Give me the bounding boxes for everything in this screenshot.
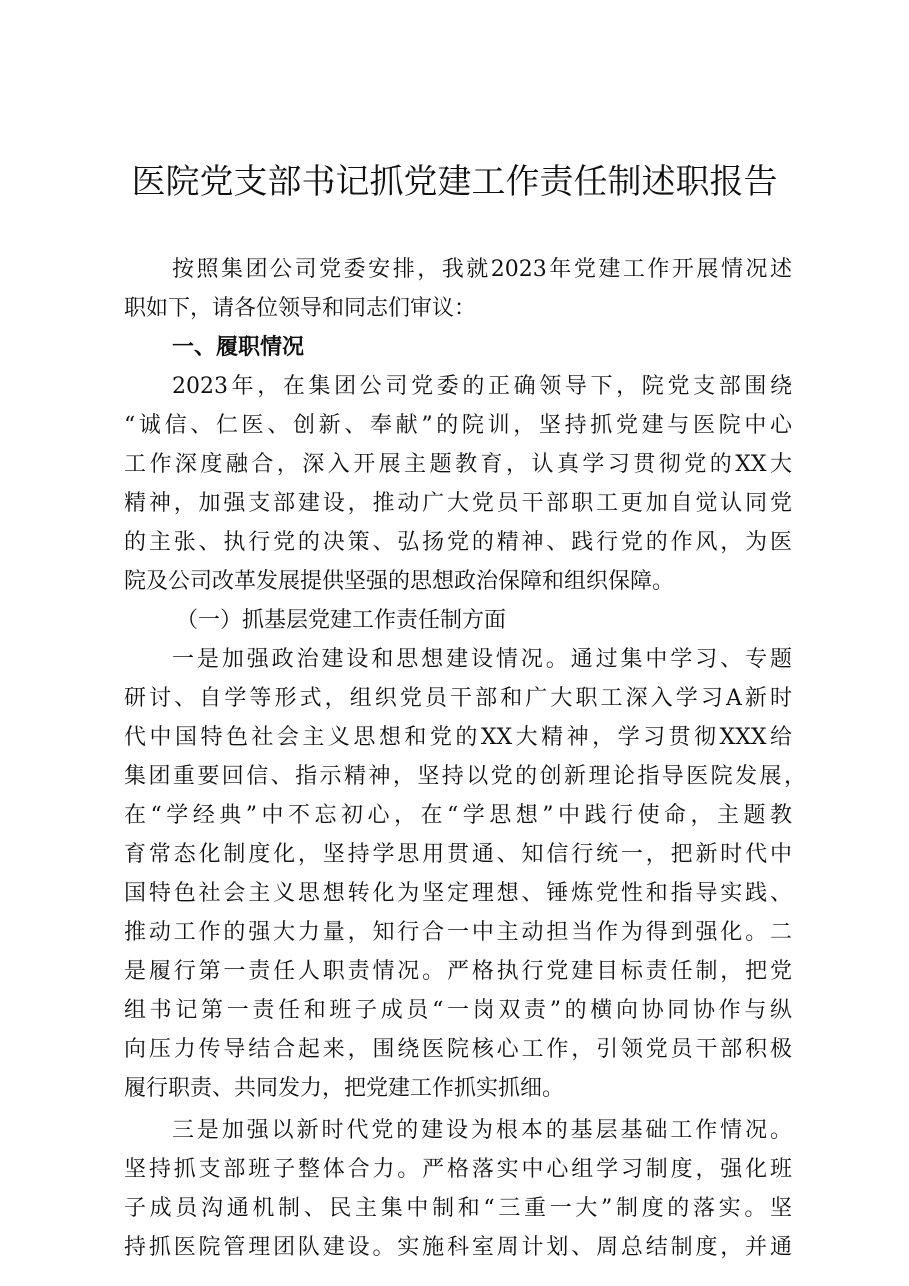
paragraph-line: 代中国特色社会主义思想和党的XX大精神，学习贯彻XXX给 <box>124 725 792 750</box>
paragraph-line: “诚信、仁医、创新、奉献”的院训，坚持抓党建与医院中心 <box>124 413 792 438</box>
paragraph-line: 履行职责、共同发力，把党建工作抓实抓细。 <box>124 1076 565 1101</box>
paragraph-line: 三是加强以新时代党的建设为根本的基层基础工作情况。 <box>172 1118 792 1143</box>
paragraph-line: 育常态化制度化，坚持学思用贯通、知信行统一，把新时代中 <box>124 842 792 867</box>
paragraph-line: 组书记第一责任和班子成员“一岗双责”的横向协同协作与纵 <box>124 998 792 1023</box>
paragraph-line: 坚持抓支部班子整体合力。严格落实中心组学习制度，强化班 <box>124 1157 792 1182</box>
paragraph-line: 职如下，请各位领导和同志们审议： <box>124 296 477 321</box>
paragraph-line: 按照集团公司党委安排，我就2023年党建工作开展情况述 <box>172 257 792 282</box>
paragraph-line: 向压力传导结合起来，围绕医院核心工作，引领党员干部积极 <box>124 1037 792 1062</box>
paragraph-line: 一是加强政治建设和思想建设情况。通过集中学习、专题 <box>172 647 792 672</box>
paragraph-line: 2023年，在集团公司党委的正确领导下，院党支部围绕 <box>172 374 792 399</box>
paragraph-line: 研讨、自学等形式，组织党员干部和广大职工深入学习A新时 <box>124 686 792 711</box>
paragraph-line: 在“学经典”中不忘初心，在“学思想”中践行使命，主题教 <box>124 803 792 828</box>
section-heading: 一、履职情况 <box>172 335 305 360</box>
paragraph-line: 院及公司改革发展提供坚强的思想政治保障和组织保障。 <box>124 569 675 594</box>
paragraph-line: 精神，加强支部建设，推动广大党员干部职工更加自觉认同党 <box>124 491 792 516</box>
paragraph-line: 推动工作的强大力量，知行合一中主动担当作为得到强化。二 <box>124 920 792 945</box>
document-title: 医院党支部书记抓党建工作责任制述职报告 <box>131 162 778 202</box>
paragraph-line: 是履行第一责任人职责情况。严格执行党建目标责任制，把党 <box>124 959 792 984</box>
paragraph-line: 工作深度融合，深入开展主题教育，认真学习贯彻党的XX大 <box>124 452 792 477</box>
paragraph-line: 持抓医院管理团队建设。实施科室周计划、周总结制度，并通 <box>124 1235 792 1260</box>
paragraph-line: 的主张、执行党的决策、弘扬党的精神、践行党的作风，为医 <box>124 530 792 555</box>
document-body <box>124 250 806 1267</box>
paragraph-line: 子成员沟通机制、民主集中制和“三重一大”制度的落实。坚 <box>124 1196 792 1221</box>
paragraph-line: 集团重要回信、指示精神，坚持以党的创新理论指导医院发展， <box>124 764 806 789</box>
subsection-heading: （一）抓基层党建工作责任制方面 <box>176 608 507 633</box>
paragraph-line: 国特色社会主义思想转化为坚定理想、锤炼党性和指导实践、 <box>124 881 792 906</box>
